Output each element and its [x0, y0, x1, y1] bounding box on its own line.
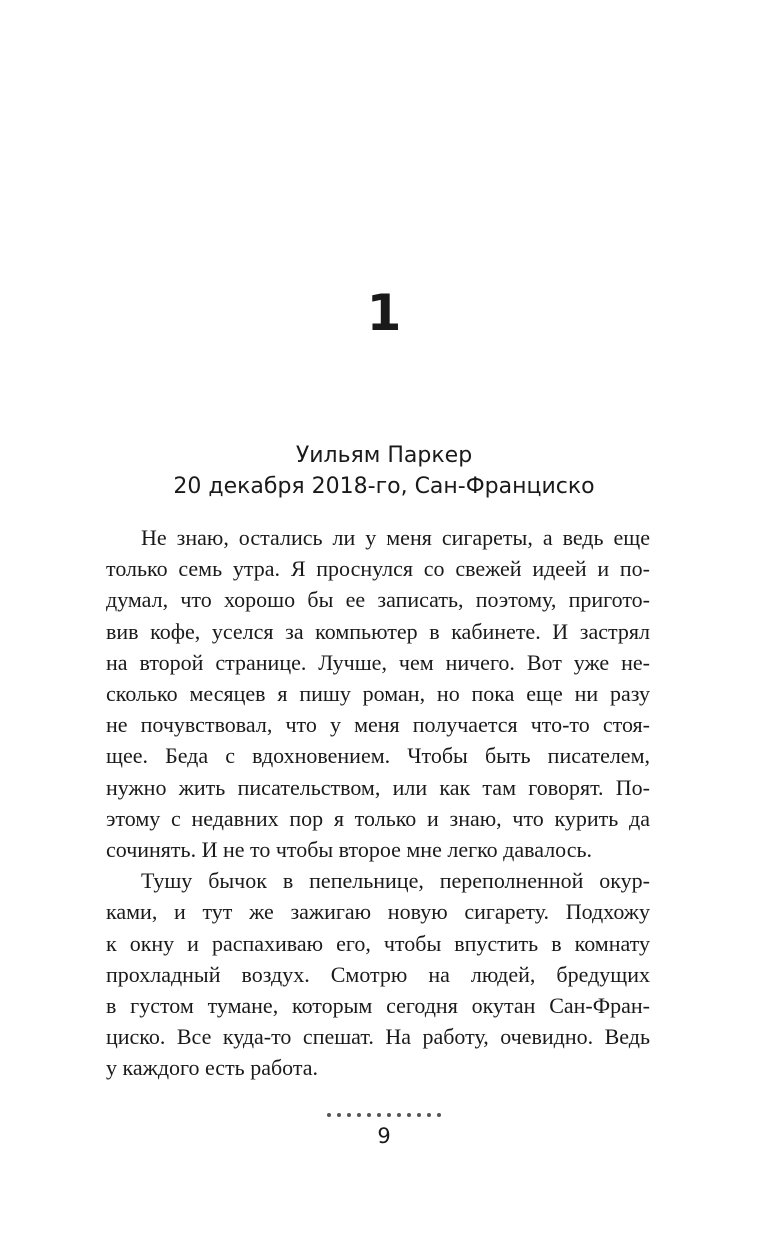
separator-dot [327, 1113, 331, 1117]
text-line: нужно жить писательством, или как там говорят. По- [106, 774, 650, 800]
text-line: в густом тумане, которым сегодня окутан Сан-Фран- [106, 993, 650, 1019]
text-line: вив кофе, уселся за компьютер в кабинете. И застрял [106, 618, 650, 644]
text-line: сочинять. И не то чтобы второе мне легко давалось. [106, 837, 593, 863]
text-line: циско. Все куда-то спешат. На работу, очевидно. Ведь [106, 1024, 650, 1050]
dateline: 20 декабря 2018-го, Сан-Франциско [173, 474, 595, 499]
page-number: 9 [377, 1124, 391, 1148]
text-line: к окну и распахиваю его, чтобы впустить в комнату [106, 930, 650, 956]
text-line: Тушу бычок в пепельнице, переполненной окур- [141, 868, 650, 894]
paragraph-2 [106, 865, 650, 1083]
separator-dot [347, 1113, 351, 1117]
narrator-name: Уильям Паркер [295, 443, 473, 468]
separator-dot [427, 1113, 431, 1117]
dotted-separator [327, 1112, 441, 1118]
separator-dot [407, 1113, 411, 1117]
paragraph-1 [106, 522, 650, 865]
separator-dot [377, 1113, 381, 1117]
text-line: прохладный воздух. Смотрю на людей, бредущих [106, 961, 650, 987]
separator-dot [397, 1113, 401, 1117]
separator-dot [437, 1113, 441, 1117]
text-line: щее. Беда с вдохновением. Чтобы быть писателем, [106, 743, 650, 769]
text-line: Не знаю, остались ли у меня сигареты, а ведь еще [141, 525, 650, 550]
separator-dot [357, 1113, 361, 1117]
separator-dot [337, 1113, 341, 1117]
separator-dot [417, 1113, 421, 1117]
separator-dot [387, 1113, 391, 1117]
text-line: ками, и тут же зажигаю новую сигарету. Подхожу [106, 899, 650, 925]
body-text [106, 522, 650, 1084]
chapter-number: 1 [366, 284, 402, 342]
text-line: не почувствовал, что у меня получается что-то стоя- [106, 712, 650, 738]
text-line: сколько месяцев я пишу роман, но пока еще ни разу [106, 681, 650, 707]
text-line: только семь утра. Я проснулся со свежей идеей и по- [106, 556, 650, 582]
separator-dot [367, 1113, 371, 1117]
text-line: думал, что хорошо бы ее записать, поэтому, пригото- [106, 587, 650, 613]
text-line: этому с недавних пор я только и знаю, что курить да [106, 805, 650, 831]
text-line: у каждого есть работа. [106, 1055, 319, 1081]
chapter-header [100, 440, 668, 502]
text-line: на второй странице. Лучше, чем ничего. Вот уже не- [106, 649, 650, 675]
